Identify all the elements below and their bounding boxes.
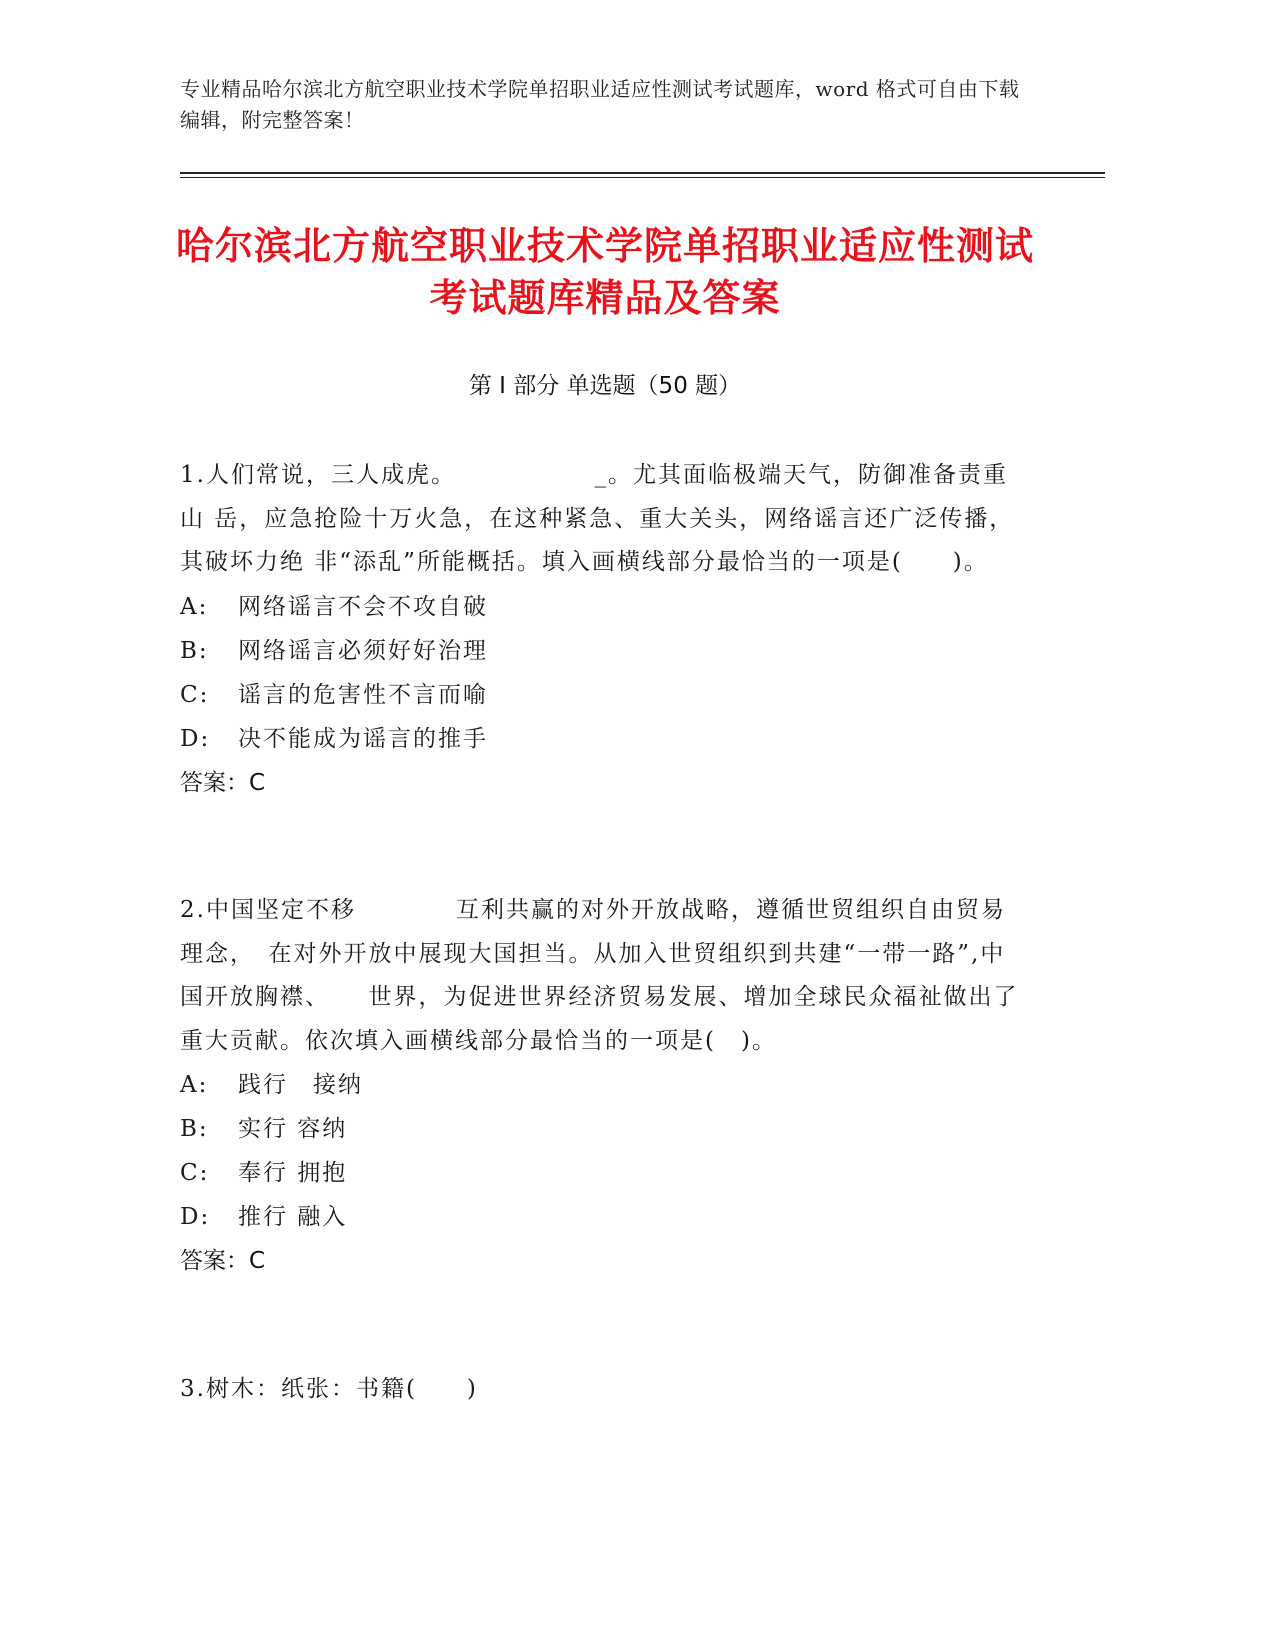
option-text: 网络谣言不会不攻自破 xyxy=(238,593,488,620)
option-b xyxy=(180,629,1030,673)
option-letter: B: xyxy=(180,1116,209,1142)
option-letter: D: xyxy=(180,1204,211,1230)
option-text: 谣言的危害性不言而喻 xyxy=(238,681,488,708)
question-stem: 1.人们常说，三人成虎。 _。尤其面临极端天气，防御准备责重山 岳，应急抢险十万火急，在这种紧急、重大关头，网络谣言还广泛传播，其破坏力绝 非“添乱”所能概括。填入画横线部分最恰当的一项是( )。 xyxy=(180,462,1015,575)
question-1 xyxy=(180,454,1030,805)
answer-line: 答案：C xyxy=(180,1248,266,1274)
answer-line: 答案：C xyxy=(180,769,266,796)
option-text: 奉行 拥抱 xyxy=(238,1160,348,1186)
header-divider xyxy=(180,172,1105,174)
section-title: 第 I 部分 单选题（50 题） xyxy=(468,373,742,399)
option-letter: D: xyxy=(180,725,211,752)
option-text: 决不能成为谣言的推手 xyxy=(238,725,488,752)
option-letter: A: xyxy=(180,593,209,620)
option-a xyxy=(180,1063,1030,1107)
question-stem: 2.中国坚定不移 互利共赢的对外开放战略，遵循世贸组织自由贸易理念， 在对外开放中展现大国担当。从加入世贸组织到共建“一带一路”,中国开放胸襟、 世界，为促进世界经济贸易发展、增加全球民众福祉做出了重大贡献。依次填入画横线部分最恰当的一项是( )。 xyxy=(180,897,1019,1054)
option-letter: C: xyxy=(180,681,210,708)
option-b xyxy=(180,1107,1030,1151)
question-3 xyxy=(180,1368,1030,1412)
option-text: 网络谣言必须好好治理 xyxy=(238,637,488,664)
header-note: 专业精品哈尔滨北方航空职业技术学院单招职业适应性测试考试题库，word 格式可自由下载编辑，附完整答案！ xyxy=(180,77,1020,132)
option-text: 推行 融入 xyxy=(238,1204,348,1230)
option-d xyxy=(180,717,1030,761)
option-letter: A: xyxy=(180,1072,209,1098)
question-stem: 3.树木：纸张：书籍( ) xyxy=(180,1376,478,1402)
header-divider-thin xyxy=(180,177,1105,178)
option-d xyxy=(180,1195,1030,1239)
option-c xyxy=(180,673,1030,717)
option-letter: C: xyxy=(180,1160,210,1186)
document-title: 哈尔滨北方航空职业技术学院单招职业适应性测试考试题库精品及答案 xyxy=(175,224,1034,320)
option-text: 实行 容纳 xyxy=(238,1116,348,1142)
option-c xyxy=(180,1151,1030,1195)
question-2 xyxy=(180,889,1030,1283)
option-letter: B: xyxy=(180,637,209,664)
option-a xyxy=(180,585,1030,629)
option-text: 践行 接纳 xyxy=(238,1072,363,1098)
